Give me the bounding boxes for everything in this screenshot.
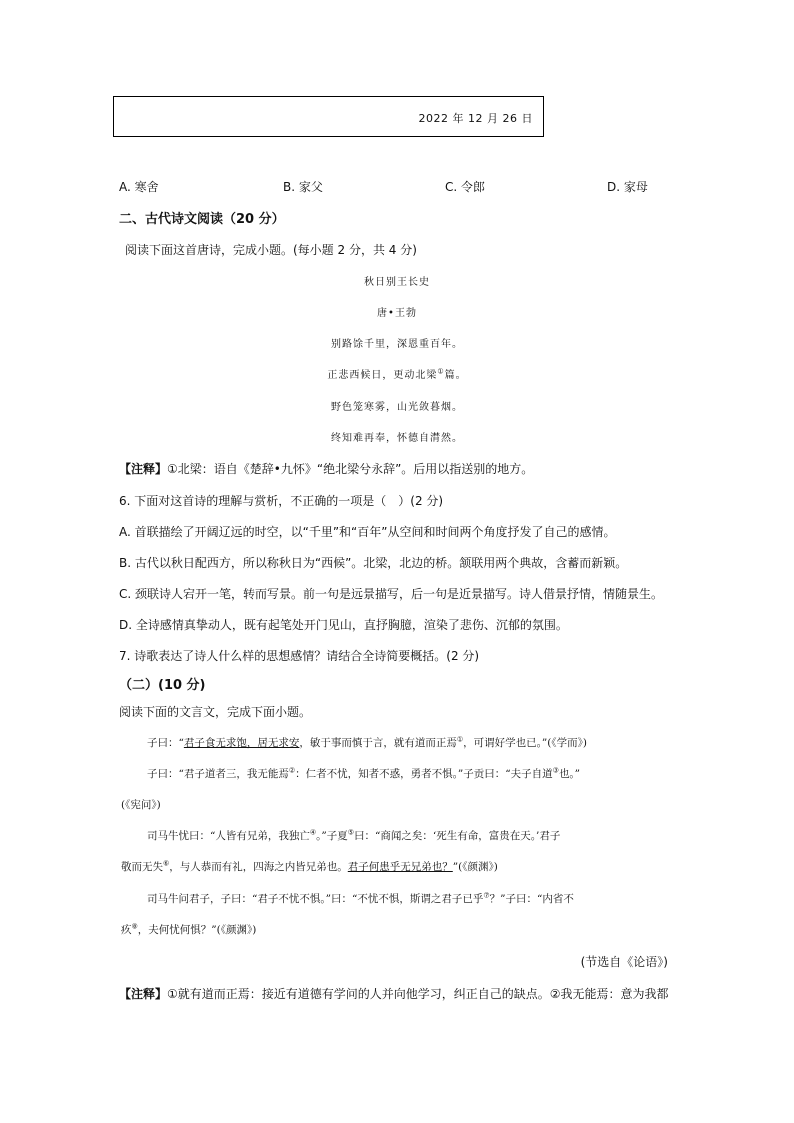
poem-line-1: 别路馀千里，深恩重百年。 xyxy=(331,339,463,350)
q6-choice-c: C. 颈联诗人宕开一笔，转而写景。前一句是远景描写，后一句是近景描写。诗人借景抒情，情随景生。 xyxy=(119,587,664,601)
passage-para-3: 司马牛忧曰：“人皆有兄弟，我独亡④。”子夏⑤曰：“商闻之矣：‘死生有命，富贵在天。’君子 xyxy=(147,828,561,842)
part2-title: （二）(10 分) xyxy=(119,678,206,693)
question-7: 7. 诗歌表达了诗人什么样的思想感情？请结合全诗简要概括。(2 分) xyxy=(119,649,480,663)
question-6: 6. 下面对这首诗的理解与赏析，不正确的一项是（ ）(2 分) xyxy=(119,494,444,508)
q6-choice-b: B. 古代以秋日配西方，所以称秋日为“西候”。北梁，北边的桥。颔联用两个典故，含蓄而新颖。 xyxy=(119,556,628,570)
q6-choice-a: A. 首联描绘了开阔辽远的时空，以“千里”和“百年”从空间和时间两个角度抒发了自己的感情。 xyxy=(119,525,616,539)
exam-date: 2022 年 12 月 26 日 xyxy=(418,112,533,125)
passage-para-2-source: (《宪问》) xyxy=(121,799,161,811)
passage-para-4-cont: 疚⑧，夫何忧何惧？”(《颜渊》) xyxy=(121,922,257,936)
passage-para-1: 子曰：“君子食无求饱，居无求安，敏于事而慎于言，就有道而正焉①，可谓好学也已。”(《学而》) xyxy=(147,735,587,749)
option-d: D. 家母 xyxy=(607,180,648,194)
option-b: B. 家父 xyxy=(283,180,323,194)
passage-para-4: 司马牛问君子，子曰：“君子不忧不惧。”曰：“不忧不惧，斯谓之君子已乎⑦？”子曰：“内省不 xyxy=(147,891,574,905)
poem-note: 【注释】①北梁：语自《楚辞•九怀》“绝北梁兮永辞”。后用以指送别的地方。 xyxy=(119,462,534,476)
section-title: 二、古代诗文阅读（20 分） xyxy=(119,212,285,227)
passage-para-2: 子曰：“君子道者三，我无能焉②：仁者不忧，知者不惑，勇者不惧。”子贡曰：“夫子自道③也。” xyxy=(147,766,581,780)
poem-intro: 阅读下面这首唐诗，完成小题。(每小题 2 分，共 4 分) xyxy=(125,243,417,257)
poem-line-4: 终知难再奉，怀德自潸然。 xyxy=(331,433,463,444)
option-c: C. 令郎 xyxy=(445,180,486,194)
passage-source: (节选自《论语》) xyxy=(580,955,668,969)
poem-title: 秋日别王长史 xyxy=(364,277,430,288)
q6-choice-d: D. 全诗感情真挚动人，既有起笔处开门见山，直抒胸臆，渲染了悲伤、沉郁的氛围。 xyxy=(119,618,568,632)
passage-note: 【注释】①就有道而正焉：接近有道德有学问的人并向他学习，纠正自己的缺点。②我无能焉：意为我都 xyxy=(119,987,669,1001)
poem-line-2: 正悲西候日，更动北梁①篇。 xyxy=(327,367,467,381)
option-a: A. 寒舍 xyxy=(119,180,159,194)
poem-line-3: 野色笼寒雾，山光敛暮烟。 xyxy=(331,402,463,413)
passage-para-3-cont: 敬而无失⑥，与人恭而有礼，四海之内皆兄弟也。君子何患乎无兄弟也？”(《颜渊》) xyxy=(121,859,498,873)
part2-intro: 阅读下面的文言文，完成下面小题。 xyxy=(119,705,312,719)
header-box xyxy=(113,96,544,137)
poem-author: 唐•王勃 xyxy=(377,308,417,319)
